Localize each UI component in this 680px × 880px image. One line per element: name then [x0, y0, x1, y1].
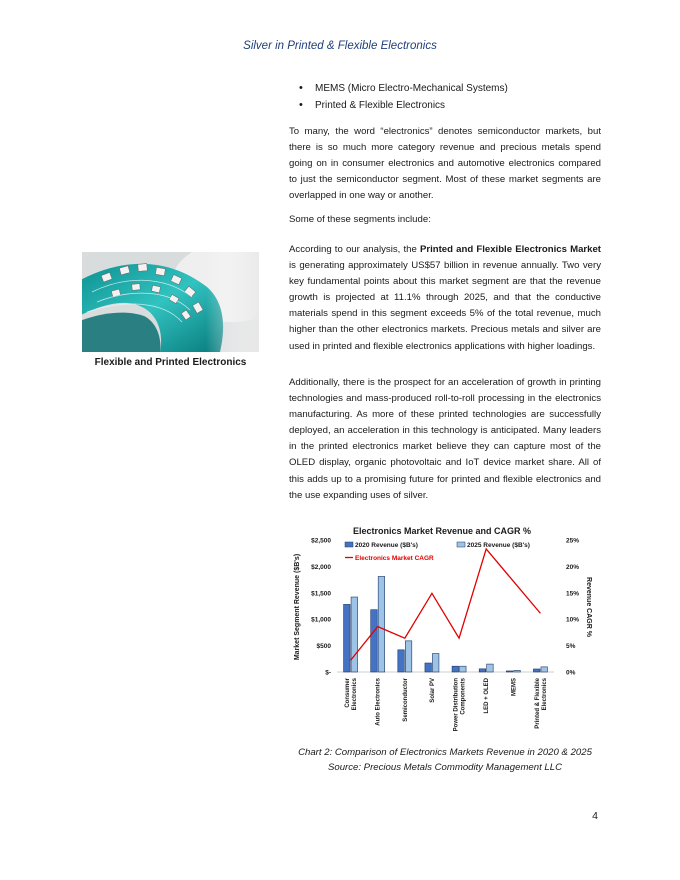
x-tick-label-line: Semiconductor	[402, 678, 409, 722]
flexible-circuit-image	[82, 252, 259, 352]
paragraph-analysis	[289, 242, 601, 355]
x-tick-label-line: Electronics	[541, 678, 548, 711]
bar	[460, 666, 467, 672]
bar	[506, 671, 513, 672]
analysis-bold-term: Printed and Flexible Electronics Market	[419, 244, 601, 255]
y2-tick-label: 0%	[566, 669, 576, 677]
legend-swatch	[457, 542, 465, 547]
y-tick-label: $-	[325, 669, 331, 677]
chart-canvas	[287, 520, 602, 735]
bar	[533, 669, 540, 672]
legend-label: 2020 Revenue ($B's)	[355, 542, 418, 549]
x-tick-label-line: Electronics	[352, 678, 359, 711]
bar	[371, 610, 378, 672]
legend-swatch	[345, 542, 353, 547]
x-tick-label	[430, 678, 436, 703]
y2-axis-label: Revenue CAGR %	[585, 577, 592, 637]
x-tick-label-line: LED + OLED	[484, 678, 491, 714]
y2-tick-label: 20%	[566, 563, 580, 571]
x-tick-label-line: Consumer	[345, 678, 352, 708]
bar	[398, 650, 405, 672]
x-tick-label	[403, 677, 409, 721]
y-tick-label: $500	[316, 643, 331, 651]
bar	[351, 597, 358, 672]
analysis-text-end: is generating approximately US$57 billion in revenue annually. Two very key fundamental points about this market segment are that the revenue growth is projected at 11.1% through 2025, and that the conductive materials spend in this segment exceeds 5% of the total revenue, much higher than the other electronics markets. Precious metals and silver are used in printed and flexible electronics applications with higher loadings.	[289, 260, 601, 352]
bar	[541, 667, 548, 672]
paragraph-intro: To many, the word “electronics” denotes semiconductor markets, but there is so much more category revenue and precious metals spend going on in consumer electronics and automotive electronics compared to just the semiconductor segment. Most of these market segments are overlapped in one way or another.	[289, 126, 601, 202]
list-item: • MEMS (Micro Electro-Mechanical Systems)	[289, 80, 609, 97]
legend-label: 2025 Revenue ($B's)	[467, 542, 530, 549]
x-tick-label	[454, 677, 467, 731]
x-tick-label-line: Solar PV	[429, 678, 436, 703]
chart-caption-title: Chart 2: Comparison of Electronics Markets Revenue in 2020 & 2025	[298, 747, 592, 758]
y-tick-label: $2,500	[311, 537, 331, 545]
y-axis-label: Market Segment Revenue ($B's)	[294, 553, 301, 661]
photo-caption: Flexible and Printed Electronics	[94, 357, 247, 368]
chart-caption-source: Source: Precious Metals Commodity Management LLC	[327, 762, 563, 773]
y-tick-label: $1,500	[311, 590, 331, 598]
bar	[479, 669, 486, 672]
list-item: • Printed & Flexible Electronics	[289, 97, 609, 114]
bar	[452, 666, 459, 672]
bar	[514, 670, 521, 672]
bar	[344, 604, 351, 672]
x-tick-label	[484, 677, 490, 713]
x-tick-label-line: Components	[460, 678, 467, 715]
chart-legend	[345, 542, 530, 562]
x-tick-label-line: MEMS	[511, 678, 518, 696]
x-tick-label-line: Power Distribution	[453, 678, 460, 732]
revenue-cagr-chart	[287, 520, 602, 735]
y2-tick-label: 10%	[566, 616, 580, 624]
paragraph-outlook: Additionally, there is the prospect for an acceleration of growth in printing technologies and mass-produced roll-to-roll processing in the electronics manufacturing. As more of these printed technologies are successfully deployed, an acceleration in this technology is anticipated. Many leaders in the printed electronics market believe they can capture most of the OLED display, organic photovoltaic and IoT device market share. All of this adds up to a promising future for printed and flexible electronics and the use expanding uses of silver.	[289, 377, 601, 501]
page-header: Silver in Printed & Flexible Electronics	[243, 40, 437, 52]
x-tick-label	[345, 677, 358, 710]
x-tick-label-line: Printed & Flexible	[534, 678, 541, 729]
analysis-text-start: According to our analysis, the	[289, 244, 420, 255]
bar	[487, 664, 494, 672]
y2-tick-label: 15%	[566, 590, 580, 598]
y2-tick-label: 5%	[566, 643, 576, 651]
bar	[425, 663, 432, 672]
flexible-electronics-photo	[82, 252, 259, 352]
x-tick-label	[376, 677, 382, 725]
bar	[432, 654, 439, 672]
chart-title: Electronics Market Revenue and CAGR %	[352, 526, 532, 536]
x-tick-label	[511, 678, 517, 696]
plot-area	[311, 538, 579, 732]
y2-tick-label: 25%	[566, 537, 580, 545]
segment-list	[289, 80, 609, 114]
y-tick-label: $2,000	[311, 563, 331, 571]
bar	[378, 576, 385, 672]
page-number: 4	[592, 810, 598, 822]
paragraph-segments: Some of these segments include:	[289, 214, 431, 225]
x-tick-label-line: Auto Electronics	[375, 678, 382, 726]
bar	[405, 641, 412, 672]
x-tick-label	[535, 677, 548, 728]
legend-label: Electronics Market CAGR	[355, 555, 434, 562]
chart-caption	[260, 745, 630, 775]
y-tick-label: $1,000	[311, 616, 331, 624]
